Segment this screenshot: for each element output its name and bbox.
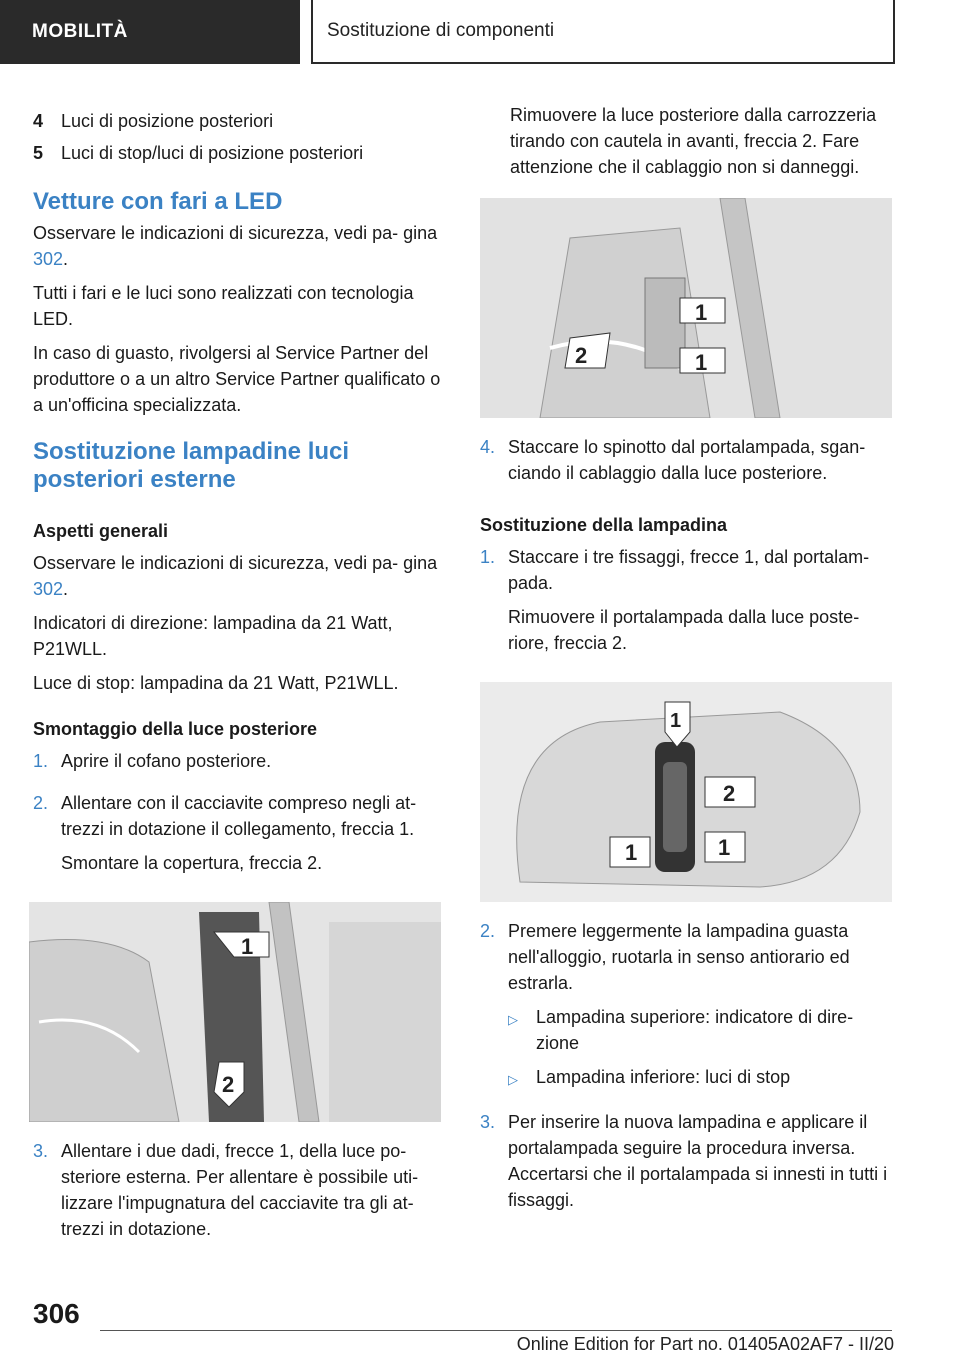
arrow-label: 1 — [241, 934, 254, 959]
heading-led: Vetture con fari a LED — [33, 188, 283, 215]
triangle-bullet-icon: ▷ — [508, 1012, 518, 1027]
list-item — [33, 108, 445, 134]
arrow-label: 2 — [575, 343, 588, 368]
step-number: 1. — [480, 547, 496, 567]
heading-smontaggio: Smontaggio della luce posteriore — [33, 719, 318, 739]
paragraph: Luce di stop: lampadina da 21 Watt, P21WLL. — [33, 673, 399, 693]
list-item — [33, 140, 445, 166]
item-text: Luci di stop/luci di posizione posteriori — [61, 143, 364, 163]
section-tab[interactable]: MOBILITÀ — [0, 0, 300, 64]
item-number: 5 — [33, 143, 44, 163]
step-number: 1. — [33, 751, 49, 771]
figure-lamp-holder — [480, 682, 892, 902]
step — [480, 918, 892, 1101]
rear-light-illustration — [480, 198, 892, 418]
heading-sostituzione: Sostituzione lampadine luci posteriori esterne — [33, 438, 350, 493]
paragraph: Osservare le indicazioni di sicurezza, vedi pa‐ gina 302. — [33, 553, 438, 599]
bullet-item — [508, 1064, 892, 1093]
step-text: Premere leggermente la lampadina guasta nell'alloggio, ruotarla in senso antiorario ed estrarla. — [508, 921, 850, 993]
paragraph: Indicatori di direzione: lampadina da 21 Watt, P21WLL. — [33, 613, 393, 659]
page-number: 306 — [33, 1298, 80, 1329]
arrow-label: 1 — [670, 710, 682, 732]
heading-aspetti: Aspetti generali — [33, 521, 169, 541]
figure-rear-light-removal — [480, 198, 892, 418]
arrow-label: 1 — [625, 840, 638, 865]
step-text: Staccare lo spinotto dal portalampada, sgan‐ ciando il cablaggio dalla luce posteriore. — [508, 437, 866, 483]
figure-rear-cover — [29, 902, 441, 1122]
bullet-text: Lampadina inferiore: luci di stop — [536, 1067, 791, 1087]
footer-divider — [100, 1330, 892, 1331]
step — [480, 434, 892, 494]
step — [33, 1138, 445, 1250]
step — [33, 748, 445, 782]
step-subtext: Rimuovere il portalampada dalla luce poste‐ riore, freccia 2. — [508, 607, 860, 653]
item-text: Luci di posizione posteriori — [61, 111, 274, 131]
page-link[interactable]: 302 — [33, 579, 64, 599]
bullet-text: Lampadina superiore: indicatore di dire‐ zione — [536, 1007, 854, 1053]
right-column — [480, 102, 892, 1229]
step-number: 3. — [33, 1141, 49, 1161]
paragraph: In caso di guasto, rivolgersi al Service Partner del produttore o a un altro Service Partner qualificato o a un'officina specializzata. — [33, 343, 441, 415]
step-number: 2. — [480, 921, 496, 941]
step-text: Staccare i tre fissaggi, frecce 1, dal portalam‐ pada. — [508, 547, 870, 593]
arrow-label: 1 — [695, 300, 708, 325]
arrow-label: 1 — [695, 350, 708, 375]
arrow-label: 2 — [222, 1072, 235, 1097]
step — [480, 1109, 892, 1221]
lamp-holder-illustration — [480, 682, 892, 902]
arrow-label: 1 — [718, 835, 731, 860]
page-link[interactable]: 302 — [33, 249, 64, 269]
step-number: 2. — [33, 793, 49, 813]
bullet-item — [508, 1004, 892, 1056]
step-text: Allentare i due dadi, frecce 1, della luce po‐ steriore esterna. Per allentare è possibile uti‐ lizzare l'impugnatura del cacciavite tra gli at‐ trezzi in dotazione. — [61, 1141, 419, 1239]
step — [480, 544, 892, 664]
paragraph: Osservare le indicazioni di sicurezza, vedi pa‐ gina 302. — [33, 223, 438, 269]
step-text: Per inserire la nuova lampadina e applicare il portalampada seguire la procedura inversa. Accertarsi che il portalampada si innesti in tutti i fissaggi. — [508, 1112, 888, 1210]
heading-lampadina: Sostituzione della lampadina — [480, 515, 728, 535]
step-number: 4. — [480, 437, 496, 457]
step-text: Aprire il cofano posteriore. — [61, 751, 272, 771]
paragraph: Tutti i fari e le luci sono realizzati con tecnologia LED. — [33, 283, 414, 329]
chapter-title: Sostituzione di componenti — [311, 0, 895, 64]
triangle-bullet-icon: ▷ — [508, 1072, 518, 1087]
page-header — [0, 0, 960, 66]
arrow-label: 2 — [723, 781, 736, 806]
item-number: 4 — [33, 111, 44, 131]
rear-cover-illustration — [29, 902, 441, 1122]
step-subtext: Smontare la copertura, freccia 2. — [61, 853, 323, 873]
step-number: 3. — [480, 1112, 496, 1132]
paragraph: Rimuovere la luce posteriore dalla carrozzeria tirando con cautela in avanti, freccia 2. Fare attenzione che il cablaggio non si danneggi. — [510, 105, 877, 177]
step-text: Allentare con il cacciavite compreso negli at‐ trezzi in dotazione il collegamento, freccia 1. — [61, 793, 417, 839]
step — [33, 790, 445, 884]
left-column — [33, 108, 445, 1258]
edition-note: Online Edition for Part no. 01405A02AF7 - II/20 — [516, 1334, 894, 1354]
